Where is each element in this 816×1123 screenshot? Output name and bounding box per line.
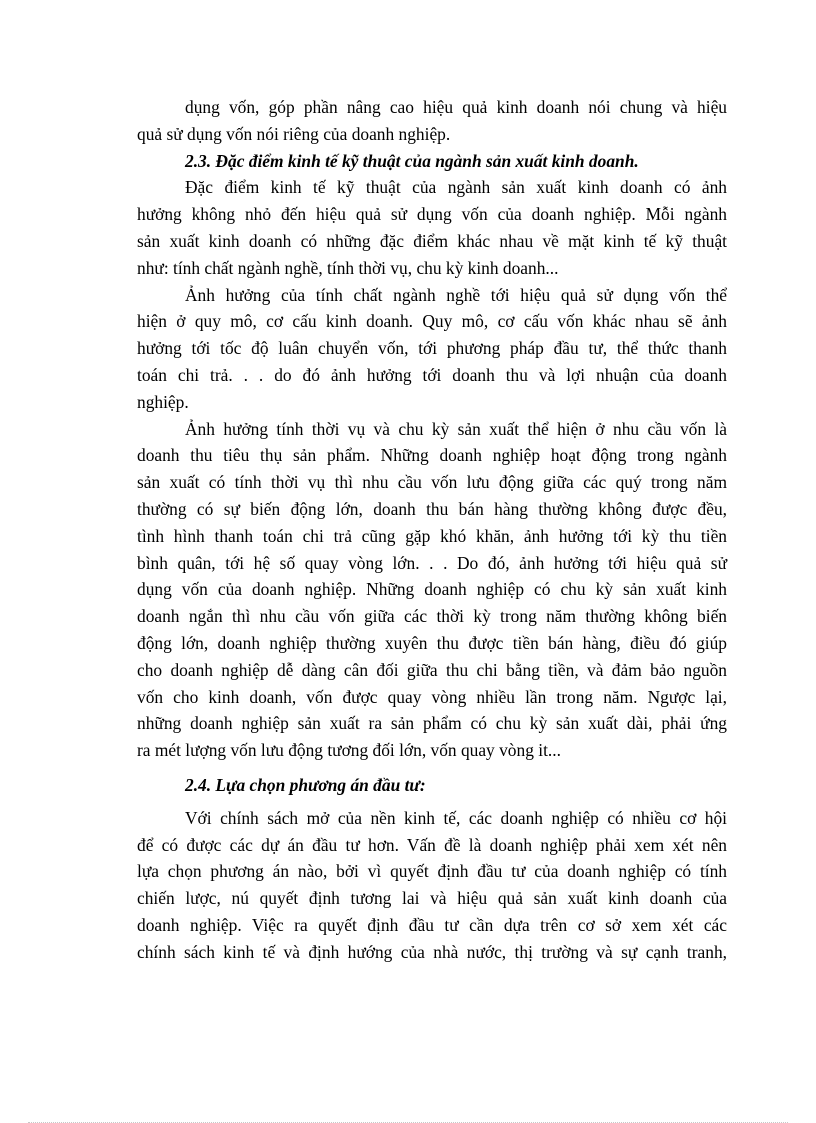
text-line: bình quân, tới hệ số quay vòng lớn. . . Do đó, ảnh hưởng tới hiệu quả sử xyxy=(137,552,727,573)
text-line: để có được các dự án đầu tư hơn. Vấn đề là doanh nghiệp phải xem xét nên xyxy=(137,834,727,855)
text-line: Đặc điểm kinh tế kỹ thuật của ngành sản xuất kinh doanh có ảnh xyxy=(185,177,727,198)
text-line: Với chính sách mở của nền kinh tế, các doanh nghiệp có nhiều cơ hội xyxy=(185,807,727,828)
text-line: quả sử dụng vốn nói riêng của doanh nghiệp. xyxy=(137,123,451,144)
text-line: những doanh nghiệp sản xuất ra sản phẩm có chu kỳ sản xuất dài, phải ứng xyxy=(137,713,727,734)
text-line: toán chi trả. . . do đó ảnh hưởng tới doanh thu và lợi nhuận của doanh xyxy=(137,364,727,385)
document-page xyxy=(137,94,727,966)
text-line: tình hình thanh toán chi trả cũng gặp khó khăn, ảnh hưởng tới kỳ thu tiền xyxy=(137,525,727,546)
paragraph-2-3-c xyxy=(137,416,727,764)
text-line: Ảnh hưởng tính thời vụ và chu kỳ sản xuất thể hiện ở nhu cầu vốn là xyxy=(185,418,727,439)
text-line: hưởng tới tốc độ luân chuyển vốn, tới phương pháp đầu tư, thể thức thanh xyxy=(137,338,727,359)
text-line: thường có sự biến động lớn, doanh thu bán hàng thường không được đều, xyxy=(137,498,727,519)
text-line: động lớn, doanh nghiệp thường xuyên thu được tiền bán hàng, điều đó giúp xyxy=(137,632,727,653)
text-line: hiện ở quy mô, cơ cấu kinh doanh. Quy mô, cơ cấu vốn khác nhau sẽ ảnh xyxy=(137,311,727,332)
text-line: dụng vốn, góp phần nâng cao hiệu quả kinh doanh nói chung và hiệu xyxy=(185,97,727,117)
paragraph-2-3-b xyxy=(137,282,727,416)
text-line: sản xuất kinh doanh có những đặc điểm khác nhau về mặt kinh tế kỹ thuật xyxy=(137,230,727,251)
text-line: doanh nghiệp. Việc ra quyết định đầu tư cần dựa trên cơ sở xem xét các xyxy=(137,914,727,935)
paragraph-2-3-a xyxy=(137,174,727,281)
text-line: doanh ngắn thì nhu cầu vốn giữa các thời kỳ trong năm thường không biến xyxy=(137,606,727,627)
text-line: chiến lược, nú quyết định tương lai và hiệu quả sản xuất kinh doanh của xyxy=(137,888,727,909)
text-line: vốn cho kinh doanh, vốn được quay vòng nhiều lần trong năm. Ngược lại, xyxy=(137,686,727,707)
section-heading-2-4: 2.4. Lựa chọn phương án đầu tư: xyxy=(185,774,426,795)
paragraph-intro xyxy=(137,94,727,148)
text-line: chính sách kinh tế và định hướng của nhà nước, thị trường và sự cạnh tranh, xyxy=(137,941,727,962)
text-line: Ảnh hưởng của tính chất ngành nghề tới hiệu quả sử dụng vốn thể xyxy=(185,284,727,305)
text-line: dụng vốn của doanh nghiệp. Những doanh nghiệp có chu kỳ sản xuất kinh xyxy=(137,579,727,600)
text-line: ra mét lượng vốn lưu động tương đối lớn, vốn quay vòng it... xyxy=(137,740,561,761)
text-line: như: tính chất ngành nghề, tính thời vụ, chu kỳ kinh doanh... xyxy=(137,257,559,278)
text-line: lựa chọn phương án nào, bởi vì quyết định đầu tư của doanh nghiệp có tính xyxy=(137,861,727,882)
text-line: cho doanh nghiệp dễ dàng cân đối giữa thu chi bằng tiền, và đảm bảo nguồn xyxy=(137,659,727,680)
text-line: nghiệp. xyxy=(137,391,189,412)
text-line: sản xuất có tính thời vụ thì nhu cầu vốn lưu động giữa các quý trong năm xyxy=(137,472,727,493)
section-heading-2-3: 2.3. Đặc điểm kinh tế kỹ thuật của ngành sản xuất kinh doanh. xyxy=(185,150,639,171)
text-line: doanh thu tiêu thụ sản phẩm. Những doanh nghiệp hoạt động trong ngành xyxy=(137,445,727,466)
text-line: hưởng không nhỏ đến hiệu quả sử dụng vốn của doanh nghiệp. Mỗi ngành xyxy=(137,204,727,225)
paragraph-2-4 xyxy=(137,805,727,966)
